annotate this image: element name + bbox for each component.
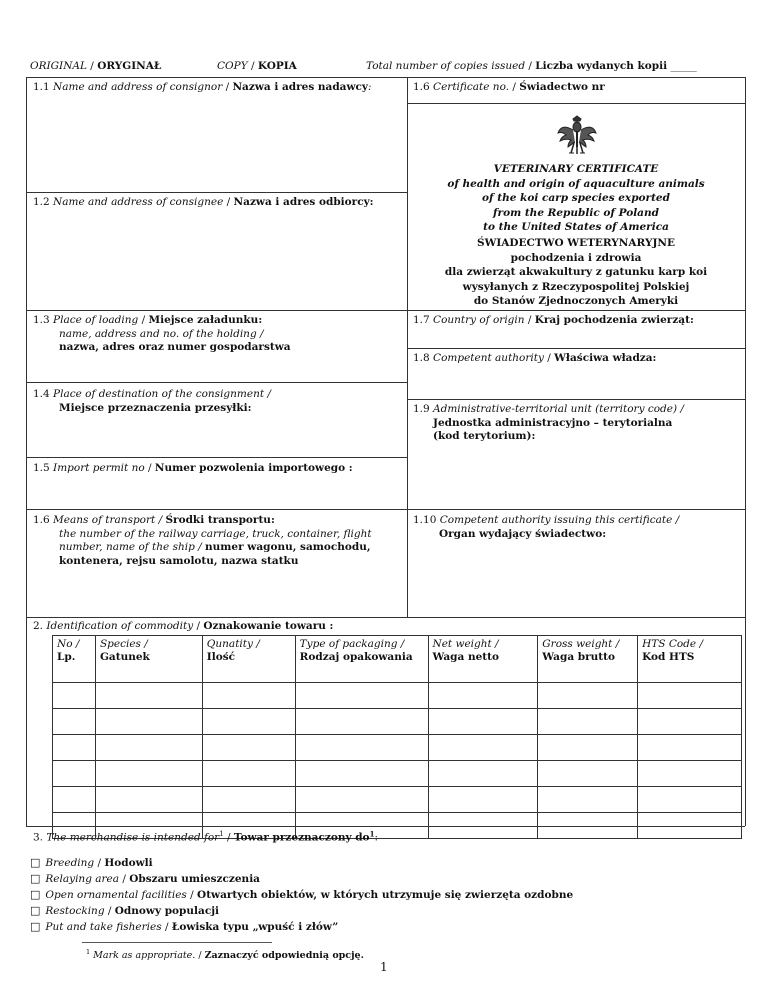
checkbox-icon[interactable]: □ (30, 920, 41, 933)
col-header-packaging: Type of packaging / Rodzaj opakowania (295, 636, 428, 683)
copies-label-pl: Liczba wydanych kopii (535, 60, 668, 72)
header-copy: COPY / KOPIA (217, 60, 297, 72)
copies-label-en: Total number of copies issued (366, 60, 526, 72)
purpose-option-ornamental-facilities[interactable]: □ Open ornamental facilities / Otwartych obiektów, w których utrzymuje się zwierzęta ozdobne (30, 888, 574, 901)
table-row[interactable] (53, 683, 742, 709)
purpose-option-relaying-area[interactable]: □ Relaying area / Obszaru umieszczenia (30, 872, 260, 885)
header-original: ORIGINAL / ORYGINAŁ (30, 60, 162, 72)
field-1-5-import-permit[interactable]: 1.5 Import permit no / Numer pozwolenia importowego : (33, 462, 353, 474)
commodity-table (52, 635, 742, 839)
field-certificate-no[interactable]: 1.6 Certificate no. / Świadectwo nr (413, 81, 605, 93)
copy-label-en: COPY (217, 60, 248, 72)
field-1-7-country-of-origin[interactable]: 1.7 Country of origin / Kraj pochodzenia zwierząt: (413, 314, 694, 326)
table-row[interactable] (53, 735, 742, 761)
checkbox-icon[interactable]: □ (30, 888, 41, 901)
table-row[interactable] (53, 787, 742, 813)
col-header-species: Species / Gatunek (95, 636, 202, 683)
col-header-hts-code: HTS Code / Kod HTS (638, 636, 742, 683)
field-1-1-consignor[interactable]: 1.1 Name and address of consignor / Nazwa i adres nadawcy: (33, 81, 372, 93)
col-header-net-weight: Net weight / Waga netto (428, 636, 538, 683)
certificate-title-en: VETERINARY CERTIFICATE of health and origin of aquaculture animals of the koi carp species exported from the Republic of Poland to the United States of America (447, 163, 705, 233)
field-1-6-means-of-transport[interactable]: 1.6 Means of transport / Środki transportu: the number of the railway carriage, truck, container, flight number, name of the ship / numer wagonu, samochodu, kontenera, rejsu samolotu, nazwa statku (33, 514, 372, 567)
table-row[interactable] (53, 709, 742, 735)
page-number: 1 (380, 960, 388, 974)
original-label-pl: ORYGINAŁ (97, 60, 162, 72)
purpose-option-breeding[interactable]: □ Breeding / Hodowli (30, 856, 153, 869)
field-1-3-place-of-loading[interactable]: 1.3 Place of loading / Miejsce załadunku: name, address and no. of the holding / nazwa, adres oraz numer gospodarstwa (33, 314, 291, 353)
checkbox-icon[interactable]: □ (30, 872, 41, 885)
purpose-option-put-and-take[interactable]: □ Put and take fisheries / Łowiska typu „wpuść i złów” (30, 920, 339, 933)
field-1-8-competent-authority[interactable]: 1.8 Competent authority / Właściwa władza: (413, 352, 657, 364)
field-1-2-consignee[interactable]: 1.2 Name and address of consignee / Nazwa i adres odbiorcy: (33, 196, 374, 208)
certificate-title-pl: ŚWIADECTWO WETERYNARYJNE pochodzenia i zdrowia dla zwierząt akwakultury z gatunku karp koi wysyłanych z Rzeczypospolitej Polskiej do Stanów Zjednoczonych Ameryki (444, 237, 708, 307)
table-row[interactable] (53, 761, 742, 787)
col-header-no: No / Lp. (53, 636, 96, 683)
commodity-table-header (53, 636, 742, 683)
checkbox-icon[interactable]: □ (30, 904, 41, 917)
field-1-10-issuing-authority[interactable]: 1.10 Competent authority issuing this certificate / Organ wydający świadectwo: (413, 514, 680, 540)
footnote: $^1$ Mark as appropriate. / Zaznaczyć odpowiednią opcję. (86, 948, 364, 962)
polish-eagle-emblem-icon (555, 113, 599, 157)
header-copies-count: Total number of copies issued / Liczba wydanych kopii _____ (366, 60, 697, 72)
section-2-commodity-heading: 2. Identification of commodity / Oznakowanie towaru : (33, 620, 334, 632)
copy-label-pl: KOPIA (257, 60, 297, 72)
purpose-option-restocking[interactable]: □ Restocking / Odnowy populacji (30, 904, 219, 917)
footnote-separator (82, 942, 272, 943)
section-3-purpose-heading: 3. The merchandise is intended for$^1$ / Towar przeznaczony $do^1$: (33, 829, 378, 844)
checkbox-icon[interactable]: □ (30, 856, 41, 869)
col-header-gross-weight: Gross weight / Waga brutto (538, 636, 638, 683)
field-1-4-place-of-destination[interactable]: 1.4 Place of destination of the consignment / Miejsce przeznaczenia przesyłki: (33, 388, 271, 414)
col-header-quantity: Qunatity / Ilość (202, 636, 295, 683)
copies-count-field[interactable]: _____ (670, 60, 697, 72)
field-1-9-admin-territorial-unit[interactable]: 1.9 Administrative-territorial unit (territory code) / Jednostka administracyjno – terytorialna (kod terytorium): (413, 403, 684, 442)
original-label-en: ORIGINAL (30, 60, 87, 72)
